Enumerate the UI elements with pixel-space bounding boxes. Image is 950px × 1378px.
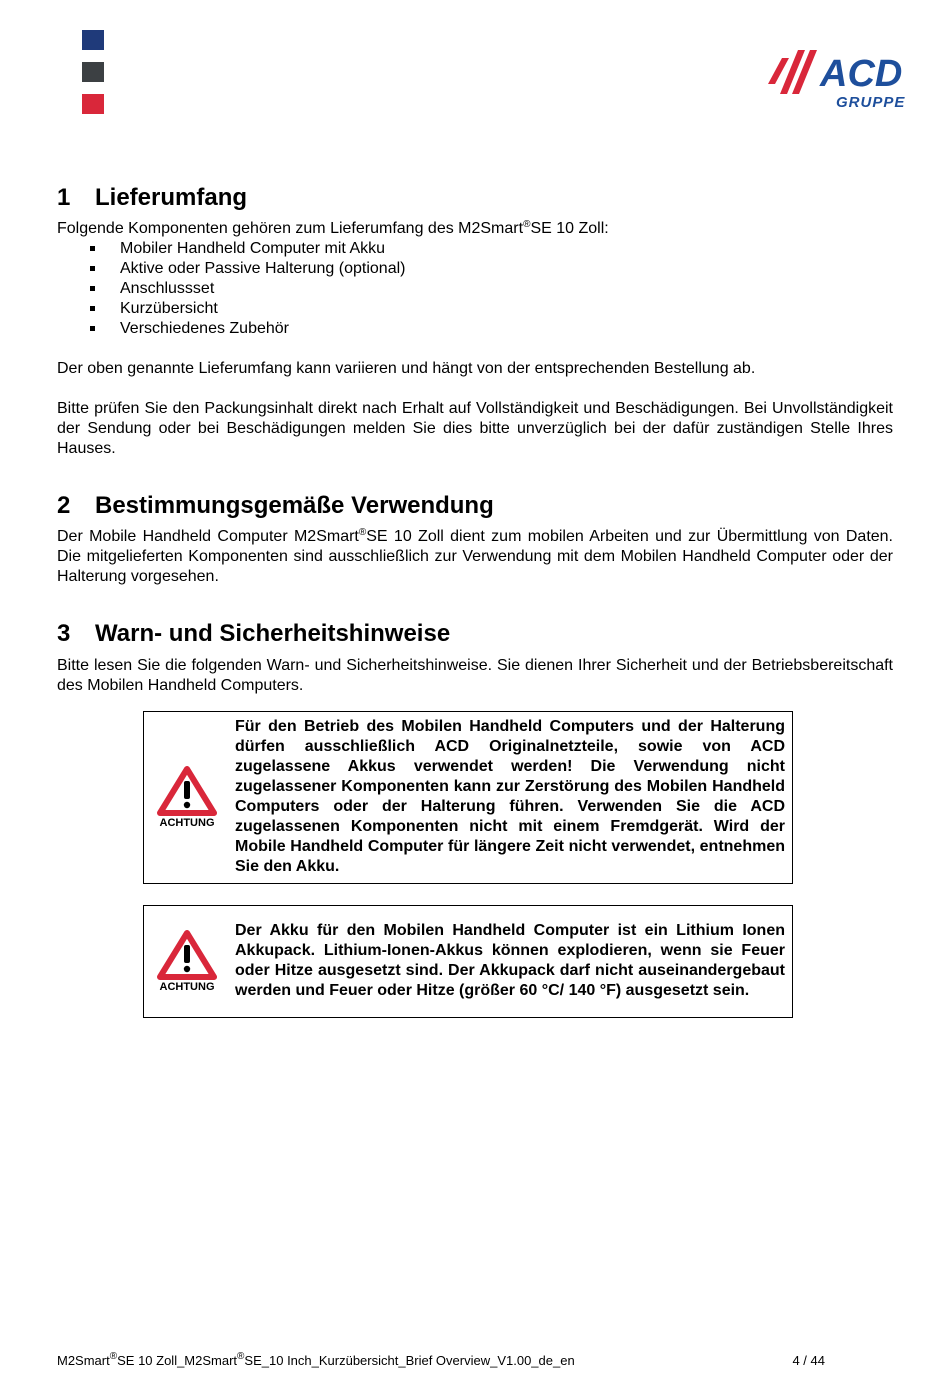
section-1-paragraph-1: Der oben genannte Lieferumfang kann variieren und hängt von der entsprechenden Bestellung ab. xyxy=(57,360,756,378)
section-heading-3: 3 Warn- und Sicherheitshinweise xyxy=(57,620,451,648)
section-heading-1: 1 Lieferumfang xyxy=(57,184,248,211)
list-item: Mobiler Handheld Computer mit Akku xyxy=(87,239,893,259)
section-3-paragraph: Bitte lesen Sie die folgenden Warn- und Sicherheitshinweise. Sie dienen Ihrer Sicherheit und der Betriebsbereitschaft des Mobilen Handheld Computers. xyxy=(57,656,893,694)
brand-square-red xyxy=(82,94,104,114)
list-item: Anschlussset xyxy=(87,279,893,299)
warning-triangle-icon xyxy=(157,766,217,816)
logo-brand-text: ACD xyxy=(820,53,903,95)
delivery-list xyxy=(57,239,893,339)
warning-label: ACHTUNG xyxy=(159,816,215,829)
list-item: Kurzübersicht xyxy=(87,299,893,319)
page-footer xyxy=(57,1353,825,1368)
logo-group-text: GRUPPE xyxy=(836,94,906,111)
page-content xyxy=(57,182,893,1018)
footer-document-name: M2Smart®SE 10 Zoll_M2Smart®SE_10 Inch_Kurzübersicht_Brief Overview_V1.00_de_en xyxy=(57,1351,575,1368)
warning-triangle-icon xyxy=(157,930,217,980)
warning-label: ACHTUNG xyxy=(159,980,215,993)
section-1-intro: Folgende Komponenten gehören zum Lieferumfang des M2Smart®SE 10 Zoll: xyxy=(57,219,609,238)
page-number: 4 / 44 xyxy=(792,1353,825,1368)
section-2-paragraph: Der Mobile Handheld Computer M2Smart®SE 10 Zoll dient zum mobilen Arbeiten und zur Übermittlung von Daten. Die mitgelieferten Komponenten sind ausschließlich zur Verwendung mit dem Mobilen Handheld Computer oder der Halterung vorgesehen. xyxy=(57,527,894,586)
list-item: Aktive oder Passive Halterung (optional) xyxy=(87,259,893,279)
section-heading-2: 2 Bestimmungsgemäße Verwendung xyxy=(57,492,494,520)
list-item: Verschiedenes Zubehör xyxy=(87,319,893,339)
acd-logo xyxy=(766,46,918,112)
brand-square-blue xyxy=(82,30,104,50)
warning-box xyxy=(143,905,793,1018)
brand-square-gray xyxy=(82,62,104,82)
warning-text: Der Akku für den Mobilen Handheld Computer ist ein Lithium Ionen Akkupack. Lithium-Ionen-Akkus können explodieren, wenn sie Feuer oder Hitze ausgesetzt sind. Der Akkupack darf nicht auseinandergebaut werden und Feuer oder Hitze (größer 60 °C/ 140 °F) ausgesetzt sein. xyxy=(235,922,785,1000)
warning-box xyxy=(143,711,793,884)
section-1-paragraph-2: Bitte prüfen Sie den Packungsinhalt direkt nach Erhalt auf Vollständigkeit und Beschädigungen. Bei Unvollständigkeit der Sendung oder bei Beschädigungen melden Sie dies bitte unverzüglich bei der dafür zuständigen Stelle Ihres Hauses. xyxy=(57,400,893,458)
warning-text: Für den Betrieb des Mobilen Handheld Computers und der Halterung dürfen ausschließlich ACD Originalnetzteile, sowie von ACD zugelassene Akkus verwendet werden! Die Verwendung nicht zugelassener Komponenten kann zur Zerstörung des Mobilen Handheld Computers oder der Halterung führen. Verwenden Sie die ACD zugelassenen Komponenten nicht mit einem Fremdgerät. Wird der Mobile Handheld Computer für längere Zeit nicht verwendet, entnehmen Sie den Akku. xyxy=(235,718,785,876)
